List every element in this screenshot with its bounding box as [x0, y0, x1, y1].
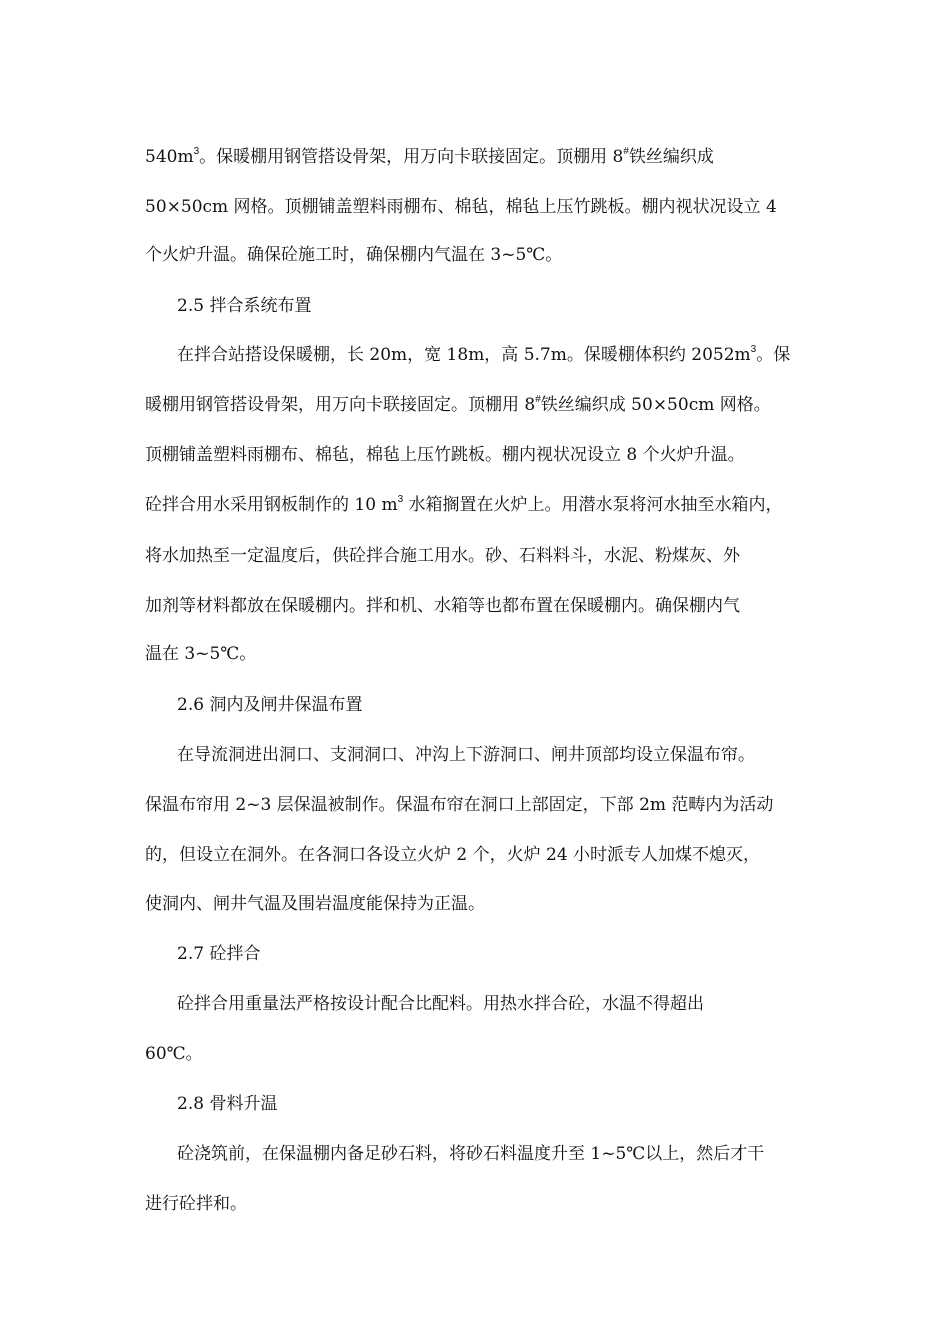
text-run: 在拌合站搭设保暖棚，长 20m，宽 18m，高 5.7m。保暖棚体积约 2052m [177, 345, 751, 365]
paragraph-3-line-2: 保温布帘用 2~3 层保温被制作。保温布帘在洞口上部固定，下部 2m 范畴内为活动 [145, 795, 774, 815]
superscript: 3 [750, 344, 757, 356]
superscript: # [623, 146, 629, 158]
paragraph-1-line-3: 个火炉升温。确保砼施工时，确保棚内气温在 3~5℃。 [145, 245, 563, 265]
section-heading-2-5: 2.5 拌合系统布置 [177, 296, 312, 316]
section-heading-2-6: 2.6 洞内及闸井保温布置 [177, 695, 363, 715]
paragraph-2-line-2 [145, 393, 771, 417]
paragraph-2-line-7: 温在 3~5℃。 [145, 644, 257, 664]
text-run: 砼拌合用水采用钢板制作的 10 m [145, 495, 398, 515]
paragraph-5-line-2: 进行砼拌和。 [145, 1194, 247, 1214]
paragraph-3-line-4: 使洞内、闸井气温及围岩温度能保持为正温。 [145, 894, 485, 914]
paragraph-3-line-3: 的，但设立在洞外。在各洞口各设立火炉 2 个，火炉 24 小时派专人加煤不熄灭， [145, 845, 761, 865]
section-heading-2-7: 2.7 砼拌合 [177, 944, 261, 964]
text-run: 540m [145, 147, 194, 167]
paragraph-2-line-1 [177, 343, 790, 367]
paragraph-2-line-5: 将水加热至一定温度后，供砼拌合施工用水。砂、石料料斗，水泥、粉煤灰、外 [145, 546, 740, 566]
paragraph-2-line-3: 顶棚铺盖塑料雨棚布、棉毡，棉毡上压竹跳板。棚内视状况设立 8 个火炉升温。 [145, 445, 745, 465]
text-run: 铁丝编织成 [628, 147, 714, 167]
superscript: # [535, 394, 541, 406]
paragraph-2-line-6: 加剂等材料都放在保暖棚内。拌和机、水箱等也都布置在保暖棚内。确保棚内气 [145, 596, 740, 616]
superscript: 3 [193, 146, 200, 158]
text-run: 水箱搁置在火炉上。用潜水泵将河水抽至水箱内， [403, 495, 783, 515]
superscript: 3 [397, 494, 404, 506]
text-run: 暖棚用钢管搭设骨架，用万向卡联接固定。顶棚用 8 [145, 395, 536, 415]
text-run: 。保 [756, 345, 791, 365]
section-heading-2-8: 2.8 骨料升温 [177, 1094, 278, 1114]
paragraph-4-line-2: 60℃。 [145, 1044, 203, 1064]
text-run: 。保暖棚用钢管搭设骨架，用万向卡联接固定。顶棚用 8 [199, 147, 624, 167]
paragraph-5-line-1: 砼浇筑前，在保温棚内备足砂石料，将砂石料温度升至 1~5℃以上，然后才干 [177, 1144, 765, 1164]
paragraph-1-line-1 [145, 145, 714, 169]
text-run: 铁丝编织成 50×50cm 网格。 [540, 395, 771, 415]
paragraph-1-line-2: 50×50cm 网格。顶棚铺盖塑料雨棚布、棉毡，棉毡上压竹跳板。棚内视状况设立 4 [145, 197, 777, 217]
paragraph-4-line-1: 砼拌合用重量法严格按设计配合比配料。用热水拌合砼，水温不得超出 [177, 994, 704, 1014]
paragraph-2-line-4 [145, 493, 783, 517]
paragraph-3-line-1: 在导流洞进出洞口、支洞洞口、冲沟上下游洞口、闸井顶部均设立保温布帘。 [177, 745, 755, 765]
